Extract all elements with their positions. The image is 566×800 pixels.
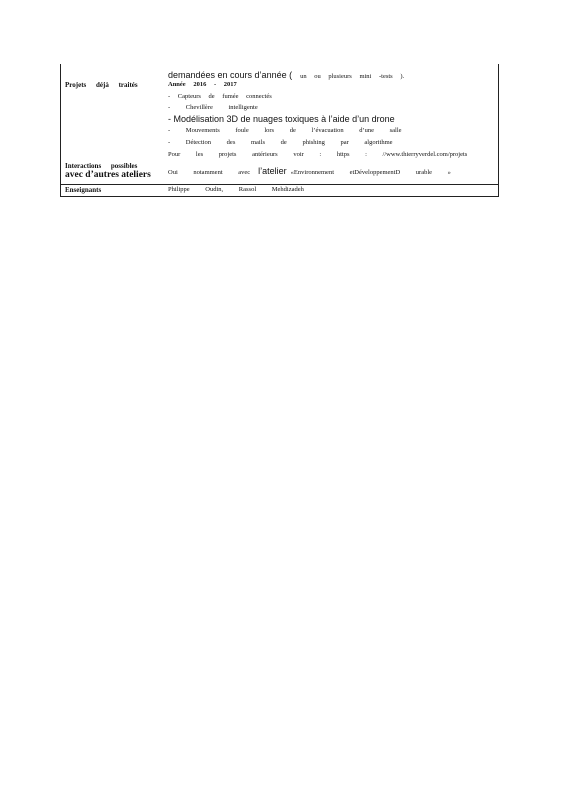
projets-year: Année 2016 - 2017 <box>168 81 237 88</box>
interactions-value-start: Oui notamment avec <box>168 169 251 176</box>
projets-label: Projets déjà traités <box>65 81 138 89</box>
projet-item-5: - Détection des mails de phishing par algorithme <box>168 139 393 146</box>
intro-line <box>168 66 404 82</box>
intro-text-large: demandées en cours d’année ( <box>168 70 293 80</box>
projet-item-1: - Capteurs de fumée connectés <box>168 93 272 100</box>
projet-item-4: - Mouvements foule lors de l’évacuation d’une salle <box>168 127 402 134</box>
projets-link[interactable]: Pour les projets antérieurs voir : https : //www.thierryverdel.com/projets <box>168 151 468 158</box>
projet-item-2: - Chevillère intelligente <box>168 104 258 111</box>
interactions-label-line1: Interactions possibles <box>65 162 138 170</box>
row-divider <box>61 184 498 185</box>
interactions-label-line2: avec d’autres ateliers <box>65 170 151 180</box>
projet-item-3: - Modélisation 3D de nuages toxiques à l’aide d’un drone <box>168 114 395 124</box>
interactions-value-end: «Environnement etDéveloppementD urable » <box>290 169 451 176</box>
info-table <box>60 64 499 197</box>
interactions-value <box>168 162 451 178</box>
enseignants-label: Enseignants <box>65 186 102 194</box>
intro-text-small: un ou plusieurs mini -tests ). <box>300 73 405 80</box>
enseignants-value: Philippe Oudin, Rassol Mehdizadeh <box>168 186 304 193</box>
interactions-value-atelier: l’atelier <box>258 166 287 176</box>
